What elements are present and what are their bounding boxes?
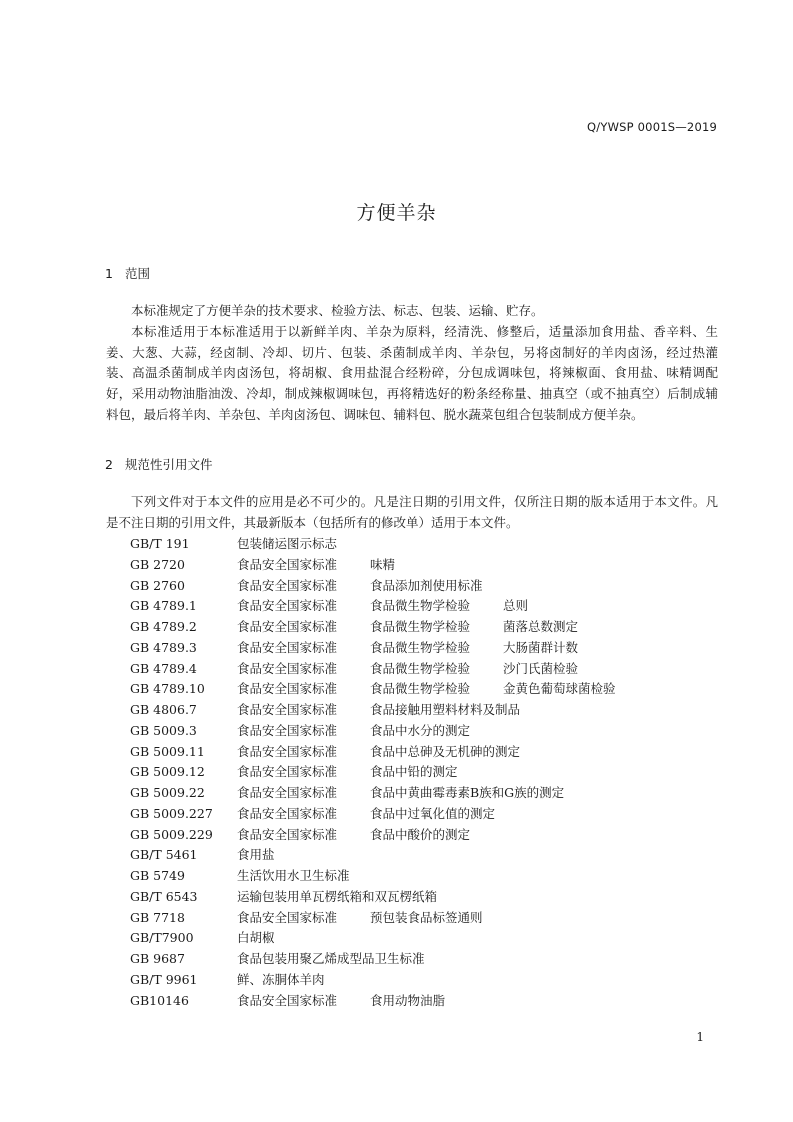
reference-subtopic: 沙门氏菌检验 [503, 660, 579, 676]
section-2-heading [105, 455, 213, 473]
document-title: 方便羊杂 [356, 202, 437, 224]
section-number: 1 [105, 266, 113, 281]
reference-subtitle: 食品中黄曲霉毒素B族和G族的测定 [370, 785, 565, 800]
reference-title: 包装储运图示标志 [237, 536, 338, 551]
reference-code: GB 5009.227 [130, 805, 213, 821]
reference-title: 食品安全国家标准 [237, 577, 338, 593]
section-number: 2 [105, 457, 113, 472]
reference-subtitle: 食用动物油脂 [370, 992, 446, 1008]
reference-code: GB/T7900 [130, 930, 194, 946]
reference-subtitle: 食品微生物学检验 [370, 619, 471, 634]
reference-title: 食品安全国家标准 [237, 619, 338, 634]
reference-subtitle: 食品中酸价的测定 [370, 826, 471, 842]
reference-code: GB 5009.22 [130, 785, 205, 800]
paragraph: 本标准适用于本标准适用于以新鲜羊肉、羊杂为原料，经清洗、修整后，适量添加食用盐、香辛料、生姜、大葱、大蒜，经卤制、冷却、切片、包装、杀菌制成羊肉、羊杂包，另将卤制好的羊肉卤汤，经过热灌装、高温杀菌制成羊肉卤汤包，将胡椒、食用盐混合经粉碎，分包成调味包，将辣椒面、食用盐、味精调配好，采用动物油脂油泼、冷却，制成辣椒调味包，再将精选好的粉条经称量、抽真空（或不抽真空）后制成辅料包，最后将羊肉、羊杂包、羊肉卤汤包、调味包、辅料包、脱水蔬菜包组合包装制成方便羊杂。 [106, 323, 718, 422]
reference-subtitle: 预包装食品标签通则 [370, 909, 483, 925]
reference-code: GB/T 5461 [130, 847, 198, 863]
reference-code: GB 4789.10 [130, 681, 205, 697]
section-title: 范围 [125, 266, 151, 281]
section-title: 规范性引用文件 [125, 457, 213, 472]
reference-subtopic: 金黄色葡萄球菌检验 [503, 681, 616, 697]
reference-code: GB/T 9961 [130, 971, 198, 987]
reference-subtitle: 味精 [370, 556, 396, 572]
reference-code: GB 2720 [130, 556, 185, 572]
reference-title: 生活饮用水卫生标准 [237, 868, 350, 883]
reference-title: 鲜、冻胴体羊肉 [237, 971, 325, 987]
reference-title: 食品安全国家标准 [237, 598, 338, 614]
reference-subtitle: 食品微生物学检验 [370, 681, 471, 697]
reference-code: GB10146 [130, 992, 189, 1008]
reference-subtopic: 菌落总数测定 [503, 619, 579, 634]
reference-code: GB 5009.229 [130, 826, 213, 842]
reference-code: GB/T 6543 [130, 888, 198, 904]
reference-title: 食品包装用聚乙烯成型品卫生标准 [237, 951, 425, 966]
reference-title: 食品安全国家标准 [237, 639, 338, 655]
paragraph: 下列文件对于本文件的应用是必不可少的。凡是注日期的引用文件，仅所注日期的版本适用于本文件。凡是不注日期的引用文件，其最新版本（包括所有的修改单）适用于本文件。 [106, 494, 718, 530]
reference-subtitle: 食品中过氧化值的测定 [370, 805, 496, 821]
reference-title: 运输包装用单瓦楞纸箱和双瓦楞纸箱 [237, 888, 438, 904]
reference-code: GB 4789.3 [130, 639, 197, 655]
reference-code: GB 9687 [130, 951, 185, 966]
reference-title: 食品安全国家标准 [237, 681, 338, 697]
reference-code: GB 4789.1 [130, 598, 197, 614]
reference-subtitle: 食品微生物学检验 [370, 639, 471, 655]
reference-code: GB 4789.2 [130, 619, 197, 634]
reference-subtitle: 食品接触用塑料材料及制品 [370, 702, 521, 717]
doc-code: Q/YWSP 0001S—2019 [587, 120, 717, 134]
reference-subtitle: 食品微生物学检验 [370, 598, 471, 614]
section-1-body [106, 301, 718, 426]
reference-title: 食品安全国家标准 [237, 702, 338, 717]
page-number: 1 [696, 1030, 704, 1044]
reference-subtitle: 食品微生物学检验 [370, 660, 471, 676]
reference-subtitle: 食品中铅的测定 [370, 764, 458, 780]
section-2-body [106, 492, 718, 534]
reference-title: 食品安全国家标准 [237, 826, 338, 842]
reference-title: 食品安全国家标准 [237, 556, 338, 572]
reference-subtitle: 食品添加剂使用标准 [370, 577, 483, 593]
reference-code: GB 5749 [130, 868, 185, 883]
reference-subtitle: 食品中总砷及无机砷的测定 [370, 743, 521, 759]
reference-code: GB 2760 [130, 577, 185, 593]
reference-subtitle: 食品中水分的测定 [370, 722, 471, 738]
reference-title: 食品安全国家标准 [237, 785, 338, 800]
reference-code: GB 4806.7 [130, 702, 197, 717]
reference-subtopic: 大肠菌群计数 [503, 639, 579, 655]
reference-title: 食品安全国家标准 [237, 805, 338, 821]
reference-code: GB 5009.11 [130, 743, 205, 759]
reference-title: 食品安全国家标准 [237, 743, 338, 759]
reference-code: GB/T 191 [130, 536, 190, 551]
section-1-heading [105, 264, 150, 282]
reference-title: 白胡椒 [237, 930, 275, 946]
reference-code: GB 4789.4 [130, 660, 197, 676]
reference-code: GB 7718 [130, 909, 185, 925]
paragraph: 本标准规定了方便羊杂的技术要求、检验方法、标志、包装、运输、贮存。 [131, 303, 544, 318]
reference-subtopic: 总则 [503, 598, 529, 614]
reference-title: 食用盐 [237, 847, 275, 863]
reference-code: GB 5009.12 [130, 764, 205, 780]
reference-title: 食品安全国家标准 [237, 764, 338, 780]
reference-title: 食品安全国家标准 [237, 909, 338, 925]
reference-title: 食品安全国家标准 [237, 722, 338, 738]
reference-title: 食品安全国家标准 [237, 992, 338, 1008]
reference-code: GB 5009.3 [130, 722, 197, 738]
reference-title: 食品安全国家标准 [237, 660, 338, 676]
